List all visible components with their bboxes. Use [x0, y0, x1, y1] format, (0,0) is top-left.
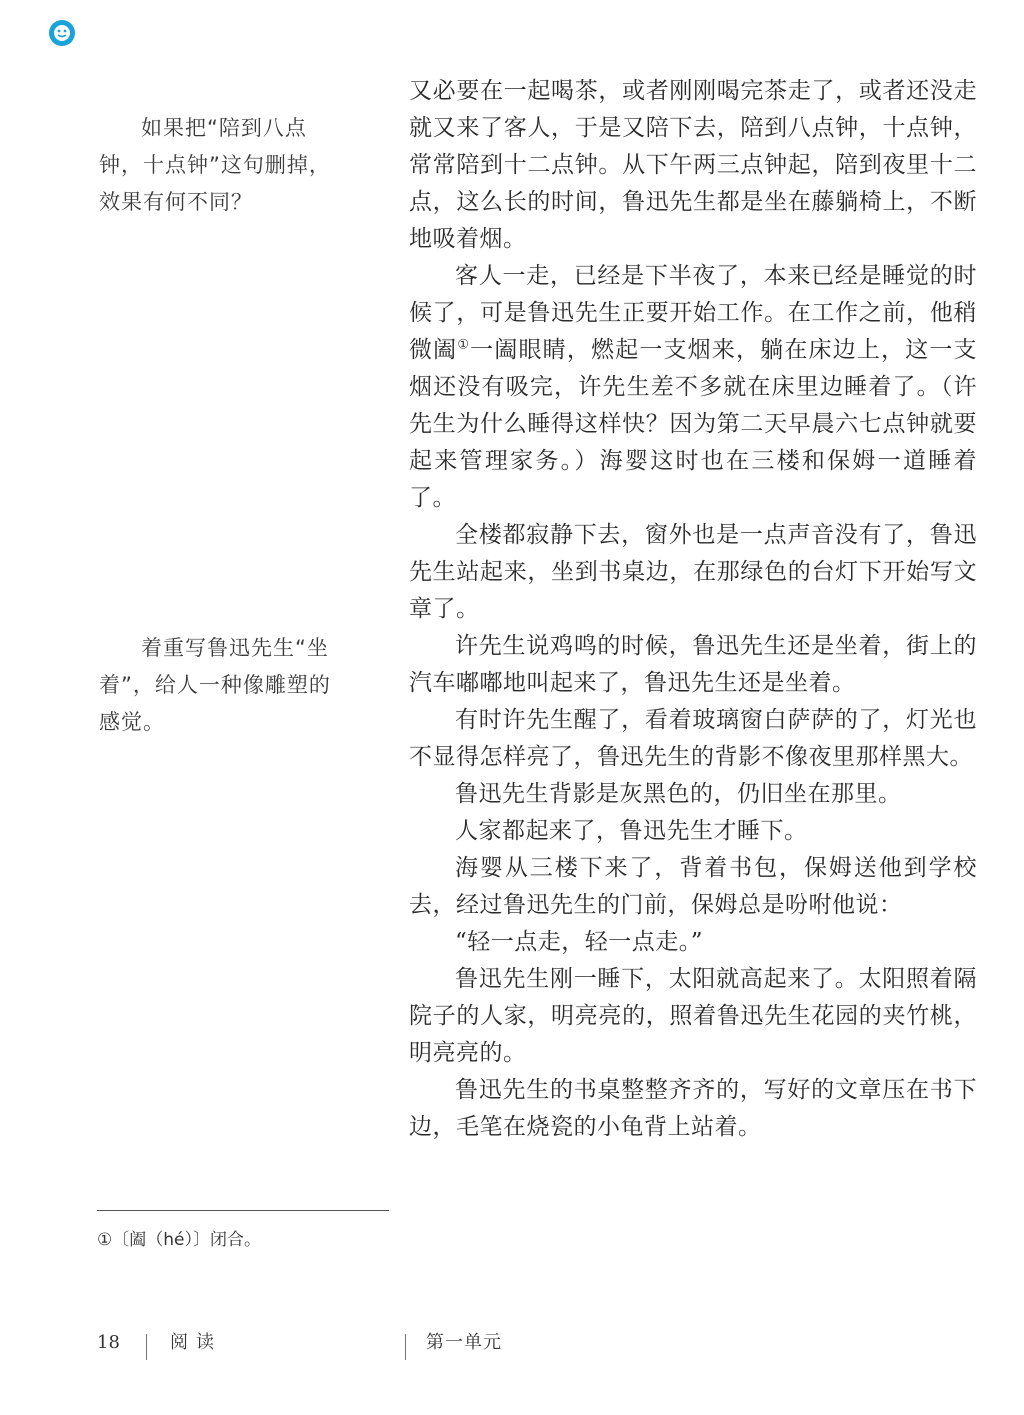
margin-note-2 — [99, 630, 341, 741]
margin-note-1 — [99, 110, 341, 221]
main-text — [409, 73, 977, 1146]
paragraph: 又必要在一起喝茶，或者刚刚喝完茶走了，或者还没走就又来了客人，于是又陪下去，陪到八点钟，十点钟，常常陪到十二点钟。从下午两三点钟起，陪到夜里十二点，这么长的时间，鲁迅先生都是坐在藤躺椅上，不断地吸着烟。 — [409, 78, 977, 252]
footnote-marker: ① — [457, 337, 471, 353]
paragraph: 许先生说鸡鸣的时候，鲁迅先生还是坐着，街上的汽车嘟嘟地叫起来了，鲁迅先生还是坐着。 — [409, 633, 977, 696]
footer-divider — [405, 1334, 406, 1360]
footnote-divider — [97, 1210, 389, 1211]
footer-divider — [146, 1334, 147, 1360]
paragraph: “轻一点走，轻一点走。” — [455, 929, 704, 955]
paragraph: 鲁迅先生刚一睡下，太阳就高起来了。太阳照着隔院子的人家，明亮亮的，照着鲁迅先生花园的夹竹桃，明亮亮的。 — [409, 966, 977, 1066]
paragraph: 有时许先生醒了，看着玻璃窗白萨萨的了，灯光也不显得怎样亮了，鲁迅先生的背影不像夜里那样黑大。 — [409, 707, 977, 770]
paragraph — [409, 258, 977, 517]
margin-note-text: 着重写鲁迅先生“坐着”，给人一种像雕塑的感觉。 — [99, 636, 331, 734]
unit-label: 第一单元 — [426, 1332, 502, 1353]
paragraph-text: 客人一走，已经是下半夜了，本来已经是睡觉的时候了，可是鲁迅先生正要开始工作。在工作之前，他稍微阖 — [409, 263, 977, 363]
paragraph: 海婴从三楼下来了，背着书包，保姆送他到学校去，经过鲁迅先生的门前，保姆总是吩咐他说： — [409, 855, 977, 918]
footnote: ①〔阖（hé）〕闭合。 — [97, 1230, 261, 1250]
paragraph: 人家都起来了，鲁迅先生才睡下。 — [455, 818, 808, 844]
margin-note-text: 如果把“陪到八点钟，十点钟”这句删掉，效果有何不同？ — [99, 116, 331, 214]
paragraph: 鲁迅先生背影是灰黑色的，仍旧坐在那里。 — [455, 781, 902, 807]
paragraph: 全楼都寂静下去，窗外也是一点声音没有了，鲁迅先生站起来，坐到书桌边，在那绿色的台灯下开始写文章了。 — [409, 522, 977, 622]
paragraph-text: 一阖眼睛，燃起一支烟来，躺在床边上，这一支烟还没有吸完，许先生差不多就在床里边睡着了。（许先生为什么睡得这样快？因为第二天早晨六七点钟就要起来管理家务。）海婴这时也在三楼和保姆一道睡着了。 — [409, 337, 978, 511]
paragraph: 鲁迅先生的书桌整整齐齐的，写好的文章压在书下边，毛笔在烧瓷的小龟背上站着。 — [409, 1077, 977, 1140]
section-label: 阅读 — [170, 1332, 222, 1353]
page-number: 18 — [97, 1332, 120, 1353]
smiley-face-icon — [49, 20, 75, 46]
